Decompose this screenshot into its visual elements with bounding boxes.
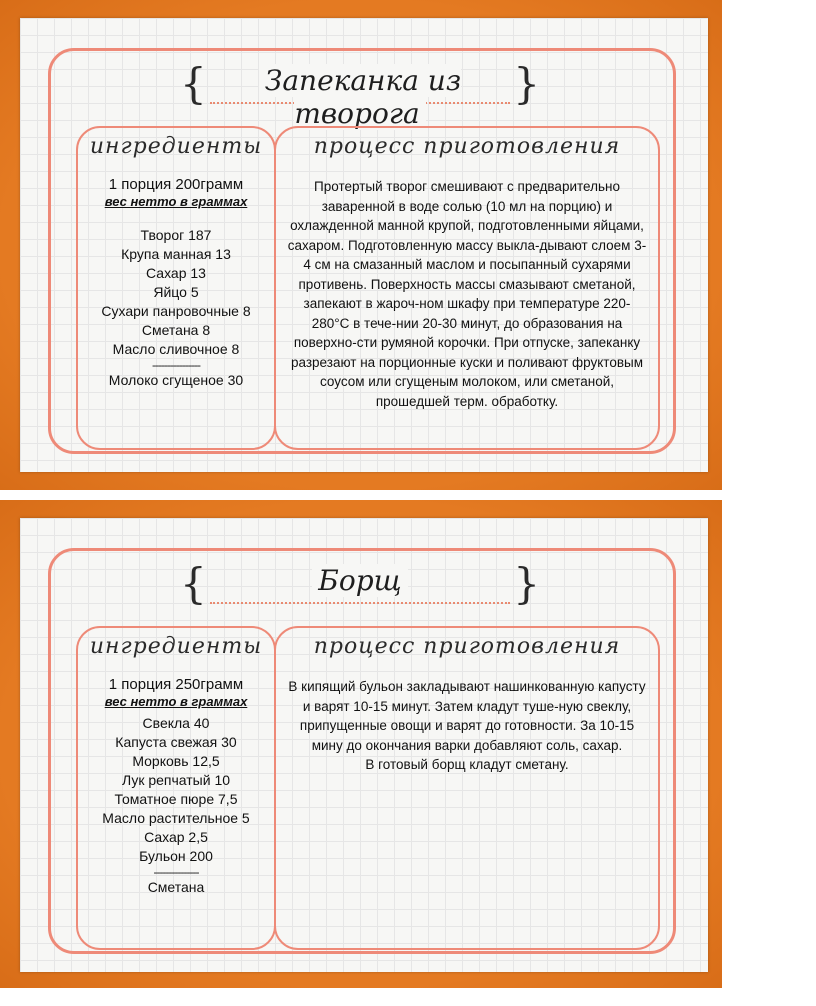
ingredient-item: Сметана 8 [141,322,211,338]
ingredients-box [76,126,276,450]
ingredient-item: Творог 187 [140,227,212,243]
process-heading: процесс приготовления [313,634,621,659]
process-box [274,126,660,450]
ingredients-heading: ингредиенты [89,634,263,659]
ingredient-list [78,714,274,897]
process-box [274,626,660,950]
recipe-card-borscht [0,500,722,988]
recipe-title: Борщ [210,564,510,597]
ingredient-extra: Сметана [147,879,205,895]
right-brace-icon: } [513,559,540,608]
title-row [180,560,540,612]
net-weight-note: вес нетто в граммах [104,694,248,709]
process-text: Протертый творог смешивают с предварительно заваренной в воде солью (10 мл на порцию) и охлажденной манной крупой, подготовленными яйцами, сахаром. Подготовленную массу выкла-дывают слоем 3-4 см на смазанный маслом и посыпанный сухарями противень. Поверхность массы смазывают сметаной, запекают в жароч-ном шкафу при температуре 220-280°С в тече-нии 20-30 минут, до образования на поверхно-сти румяной корочки. При отпуске, запеканку разрезают на порционные куски и поливают фруктовым соусом или сгущеным молоком, или сметаной, прошедшей терм. обработку. [287,179,647,409]
right-brace-icon: } [513,59,540,108]
net-weight-note: вес нетто в граммах [104,194,248,209]
ingredient-extra: Молоко сгущеное 30 [108,372,244,388]
ingredient-list [78,226,274,390]
ingredient-item: Свекла 40 [142,715,210,731]
ingredient-item: Сахар 2,5 [144,829,208,845]
recipe-paper [20,18,708,472]
ingredient-item: Морковь 12,5 [132,753,220,769]
ingredient-item: Капуста свежая 30 [115,734,237,750]
left-brace-icon: { [180,559,207,608]
left-brace-icon: { [180,59,207,108]
ingredient-item: Сахар 13 [146,265,206,281]
ingredient-item: Яйцо 5 [153,284,199,300]
ingredients-box [76,626,276,950]
ingredient-item: Лук репчатый 10 [121,772,231,788]
ingredients-heading: ингредиенты [89,134,263,159]
title-row [180,59,540,130]
process-text-final: В готовый борщ кладут сметану. [365,757,569,772]
ingredient-item: Томатное пюре 7,5 [114,791,238,807]
ingredient-separator: --------------- [153,865,199,879]
ingredient-item: Бульон 200 [139,848,213,864]
ingredient-item: Крупа манная 13 [121,246,231,262]
portion-size: 1 порция 250грамм [108,676,244,693]
ingredient-item: Сухари панровочные 8 [101,303,251,319]
ingredient-item: Масло растительное 5 [102,810,250,826]
portion-size: 1 порция 200грамм [108,176,244,193]
recipe-title: Запеканка из творога [210,64,510,130]
ingredient-separator: ---------------- [152,358,200,372]
title-dotted-line [210,602,510,604]
recipe-card-casserole [0,0,722,490]
ingredient-item: Масло сливочное 8 [112,341,240,357]
process-heading: процесс приготовления [313,134,621,159]
process-text: В кипящий бульон закладывают нашинкованную капусту и варят 10-15 минут. Затем кладут туше-ную свеклу, припущенные овощи и варят до готовности. За 10-15 мину до окончания варки добавляют соль, сахар. [288,679,646,753]
recipe-paper [20,518,708,972]
